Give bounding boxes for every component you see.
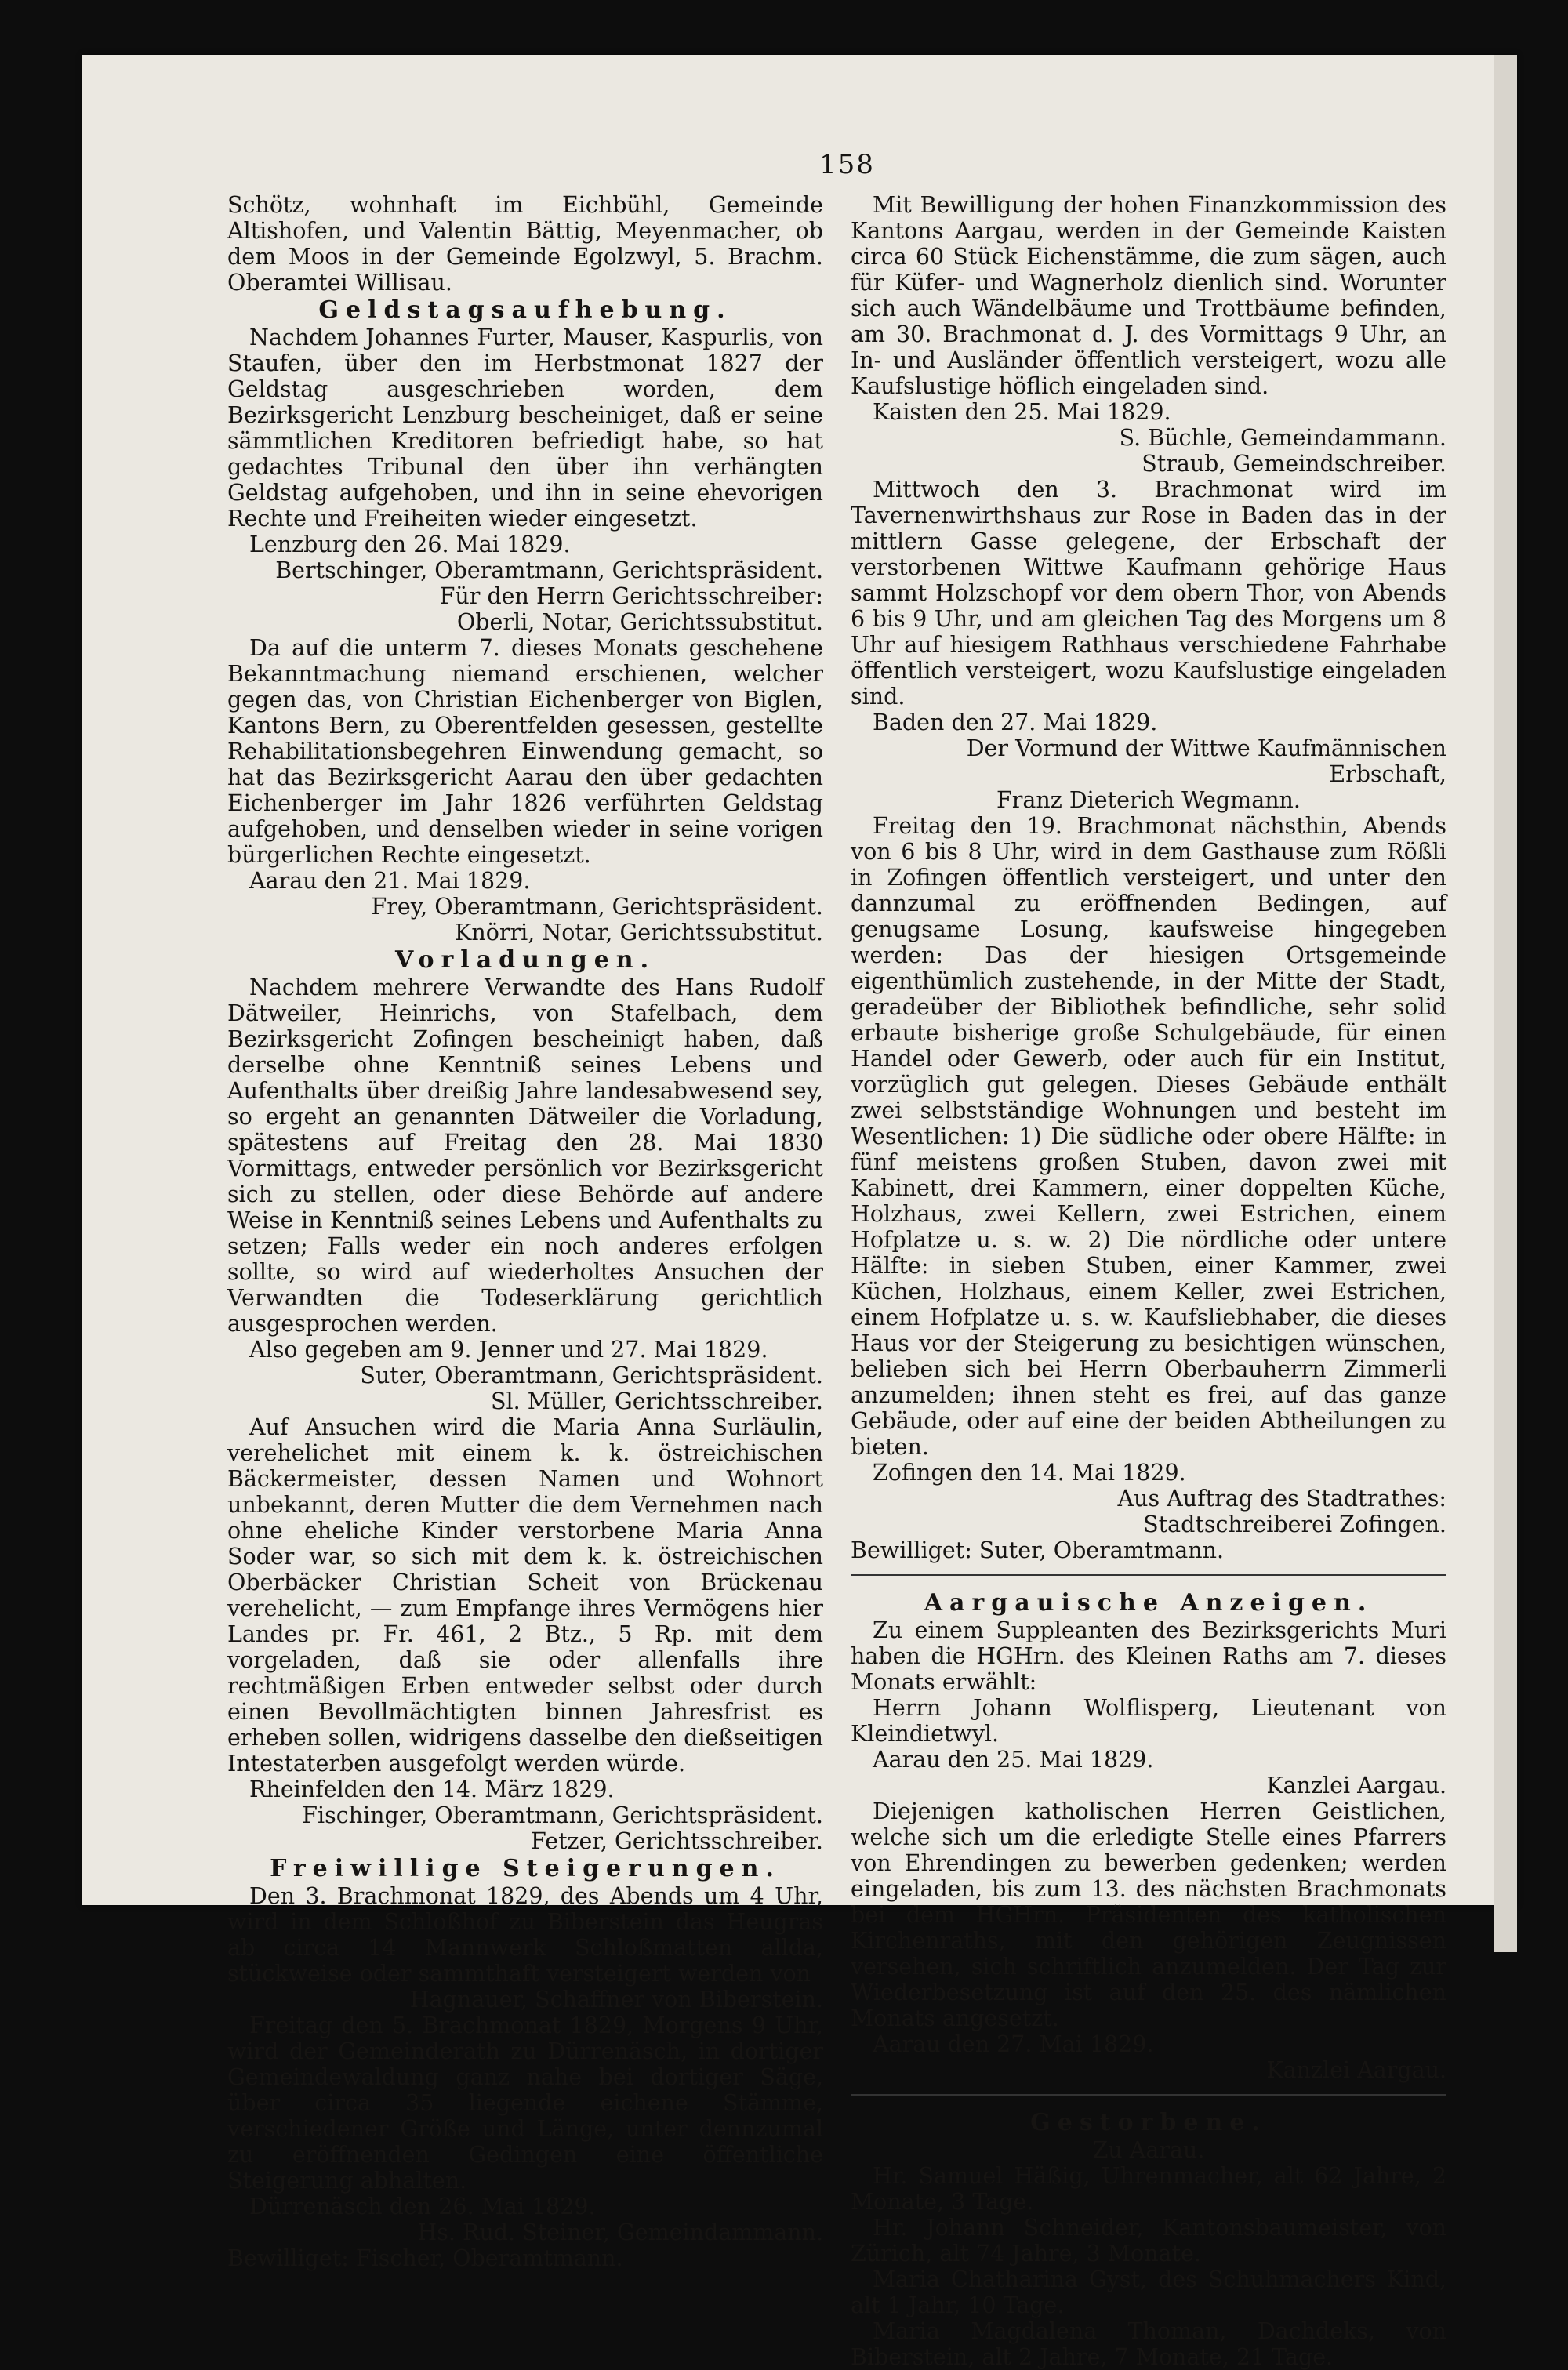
notice-date: Aarau den 25. Mai 1829.	[873, 1747, 1154, 1773]
section-divider	[851, 1574, 1446, 1576]
death-entry: Hr. Samuel Häßig, Uhrenmacher, alt 62 Jahre, 2 Monate, 3 Tage.	[851, 2163, 1446, 2215]
notice-biberstein: Den 3. Brachmonat 1829, des Abends um 4 Uhr, wird in dem Schloßhof zu Biberstein das Heugras ab circa 14 Mannwerk Schloßmatten allda, stückweise oder sammthaft versteigert werden von	[227, 1883, 823, 1987]
signature: Straub, Gemeindschreiber.	[1142, 451, 1446, 477]
notice-surlaeulin: Auf Ansuchen wird die Maria Anna Surläulin, verehelichet mit einem k. k. östreichischen Bäckermeister, dessen Namen und Wohnort unbekannt, deren Mutter die dem Vernehmen nach ohne eheliche Kinder verstorbene Maria Anna Soder war, so sich mit dem k. k. östreichischen Oberbäcker Christian Scheit von Brückenau verehelicht, — zum Empfange ihres Vermögens hier Landes pr. Fr. 461, 2 Btz., 5 Rp. mit dem vorgeladen, daß sie oder allenfalls ihre rechtmäßigen Erben entweder selbst oder durch einen Bevollmächtigten binnen Jahresfrist es erheben sollen, widrigens dasselbe den dießseitigen Intestaterben ausgefolgt werden würde.	[227, 1414, 823, 1777]
notice-baden: Mittwoch den 3. Brachmonat wird im Tavernenwirthshaus zur Rose in Baden das in der mittlern Gasse gelegene, der Erbschaft der verstorbenen Wittwe Kaufmann gehörige Haus sammt Holzschopf vor dem obern Thor, von Abends 6 bis 9 Uhr, und am gleichen Tag des Morgens um 8 Uhr auf hiesigem Rathhaus verschiedene Fahrhabe öffentlich versteigert, wozu Kaufslustige eingeladen sind.	[851, 477, 1446, 710]
heading-anzeigen: Aargauische Anzeigen.	[924, 1589, 1374, 1617]
death-entry: Maria Chatharina Gyst, des Schuhmachers Kind, alt 1 Jahr, 10 Tage.	[851, 2267, 1446, 2318]
notice-date: Aarau den 27. Mai 1829.	[873, 2031, 1154, 2057]
signature: Kanzlei Aargau.	[1266, 1773, 1446, 1798]
signature: Oberli, Notar, Gerichtssubstitut.	[456, 609, 823, 635]
notice-date: Aarau den 21. Mai 1829.	[249, 868, 531, 894]
signature: Suter, Oberamtmann, Gerichtspräsident.	[360, 1363, 823, 1388]
signature: Bewilliget: Suter, Oberamtmann.	[851, 1537, 1225, 1563]
notice-duerrenaesch: Freitag den 5. Brachmonat 1829, Morgens 9 Uhr, wird der Gemeinderath zu Dürrenäsch, in dortiger Gemeindewaldung ganz nahe bei dortiger Säge, über circa 35 liegende eichene Stämme, verschiedener Größe und Länge, unter dennzumal zu eröffnenden Gedingen eine öffentliche Steigerung abhalten.	[227, 2013, 823, 2194]
subheading-aarau: Zu Aarau.	[1092, 2137, 1205, 2163]
notice-date: Lenzburg den 26. Mai 1829.	[249, 532, 571, 557]
notice-date: Zofingen den 14. Mai 1829.	[873, 1460, 1186, 1486]
signature: Für den Herrn Gerichtsschreiber:	[439, 583, 823, 609]
page-edge	[1494, 55, 1517, 1952]
notice-date: Also gegeben am 9. Jenner und 27. Mai 1829.	[249, 1337, 768, 1363]
right-column	[851, 192, 1446, 2370]
heading-vorladungen: Vorladungen.	[394, 946, 656, 974]
signature: S. Büchle, Gemeindammann.	[1119, 425, 1446, 451]
notice-muri: Zu einem Suppleanten des Bezirksgerichts Muri haben die HGHrn. des Kleinen Raths am 7. dieses Monats erwählt:	[851, 1617, 1446, 1695]
signature: Franz Dieterich Wegmann.	[996, 787, 1301, 813]
notice-kaisten: Mit Bewilligung der hohen Finanzkommission des Kantons Aargau, werden in der Gemeinde Kaisten circa 60 Stück Eichenstämme, die zum sägen, auch für Küfer- und Wagnerholz dienlich sind. Worunter sich auch Wändelbäume und Trottbäume befinden, am 30. Brachmonat d. J. des Vormittags 9 Uhr, an In- und Ausländer öffentlich versteigert, wozu alle Kaufslustige höflich eingeladen sind.	[851, 192, 1446, 399]
signature: Hagnauer, Schaffner von Biberstein.	[409, 1987, 823, 2013]
page-number: 158	[819, 149, 875, 180]
signature: Aus Auftrag des Stadtrathes:	[1117, 1486, 1446, 1512]
heading-gestorbene: Gestorbene.	[1030, 2109, 1267, 2136]
signature: Knörri, Notar, Gerichtssubstitut.	[455, 920, 823, 945]
heading-steigerungen: Freiwillige Steigerungen.	[270, 1855, 781, 1882]
notice-date: Kaisten den 25. Mai 1829.	[873, 399, 1171, 425]
section-divider	[851, 2094, 1446, 2096]
signature: Bewilliget: Fischer, Oberamtmann.	[227, 2245, 623, 2271]
notice-zofingen: Freitag den 19. Brachmonat nächsthin, Abends von 6 bis 8 Uhr, wird in dem Gasthause zum Rößli in Zofingen öffentlich versteigert, und unter den dannzumal zu eröffnenden Bedingen, auf genugsame Losung, kaufsweise hingegeben werden: Das der hiesigen Ortsgemeinde eigenthümlich zustehende, in der Mitte der Stadt, geradeüber der Bibliothek befindliche, sehr solid erbaute bisherige große Schulgebäude, für einen Handel oder Gewerb, oder auch für ein Institut, vorzüglich gut gelegen. Dieses Gebäude enthält zwei selbstständige Wohnungen und besteht im Wesentlichen: 1) Die südliche oder obere Hälfte: in fünf meistens großen Stuben, davon zwei mit Kabinett, drei Kammern, einer doppelten Küche, Holzhaus, zwei Kellern, zwei Estrichen, einem Hofplatze u. s. w. 2) Die nördliche oder untere Hälfte: in sieben Stuben, einer Kammer, zwei Küchen, Holzhaus, einem Keller, zwei Estrichen, einem Hofplatze u. s. w. Kaufsliebhaber, die dieses Haus vor der Steigerung zu besichtigen wünschen, belieben sich bei Herrn Oberbauherrn Zimmerli anzumelden; ihnen steht es frei, auf das ganze Gebäude, oder auf eine der beiden Abtheilungen zu bieten.	[851, 813, 1446, 1460]
notice-date: Dürrenäsch den 26. Mai 1829.	[249, 2194, 596, 2219]
notice-furter: Nachdem Johannes Furter, Mauser, Kaspurlis, von Staufen, über den im Herbstmonat 1827 der Geldstag ausgeschrieben worden, dem Bezirksgericht Lenzburg bescheiniget, daß er seine sämmtlichen Kreditoren befriedigt habe, so hat gedachtes Tribunal den über ihn verhängten Geldstag aufgehoben, und ihn in seine ehevorigen Rechte und Freiheiten wieder eingesetzt.	[227, 325, 823, 532]
appointee-name: Herrn Johann Wolflisperg, Lieutenant von Kleindietwyl.	[851, 1695, 1446, 1747]
signature: Stadtschreiberei Zofingen.	[1143, 1512, 1446, 1537]
signature: Der Vormund der Wittwe Kaufmännischen Erbschaft,	[966, 735, 1446, 787]
notice-daetweiler: Nachdem mehrere Verwandte des Hans Rudolf Dätweiler, Heinrichs, von Stafelbach, dem Bezirksgericht Zofingen bescheinigt haben, daß derselbe ohne Kenntniß seines Lebens und Aufenthalts über dreißig Jahre landesabwesend sey, so ergeht an genannten Dätweiler die Vorladung, spätestens auf Freitag den 28. Mai 1830 Vormittags, entweder persönlich vor Bezirksgericht sich zu stellen, oder diese Behörde auf andere Weise in Kenntniß seines Lebens und Aufenthalts zu setzen; Falls weder ein noch anderes erfolgen sollte, so wird auf wiederholtes Ansuchen der Verwandten die Todeserklärung gerichtlich ausgesprochen werden.	[227, 974, 823, 1337]
notice-date: Baden den 27. Mai 1829.	[873, 710, 1158, 735]
death-entry: Maria Magdalena Thoman, Dachdeks, von Biberstein, alt 2 Jahre, 7 Monate, 21 Tage.	[851, 2318, 1446, 2370]
notice-date: Rheinfelden den 14. März 1829.	[249, 1777, 615, 1802]
signature: Frey, Oberamtmann, Gerichtspräsident.	[371, 894, 823, 920]
notice-ehrendingen: Diejenigen katholischen Herren Geistlichen, welche sich um die erledigte Stelle eines Pfarrers von Ehrendingen zu bewerben gedenken; werden eingeladen, bis zum 13. des nächsten Brachmonats bei dem HGHrn. Präsidenten des katholischen Kirchenraths, mit den gehörigen Zeugnissen versehen, sich schriftlich anzumelden. Der Tag zur Wiederbesetzung ist auf den 25. des nämlichen Monats angesetzt.	[851, 1798, 1446, 2031]
signature: Fischinger, Oberamtmann, Gerichtspräsident.	[302, 1802, 823, 1828]
signature: Sl. Müller, Gerichtsschreiber.	[491, 1388, 823, 1414]
signature: Fetzer, Gerichtsschreiber.	[530, 1828, 823, 1854]
signature: Kanzlei Aargau.	[1266, 2057, 1446, 2083]
left-column	[227, 192, 823, 2271]
signature: Hs. Rud. Steiner, Gemeindammann.	[417, 2219, 823, 2245]
death-entry: Hr. Johann Schneider, Kantonsbaumeister, von Zürich, alt 74 Jahre, 3 Monate.	[851, 2215, 1446, 2267]
notice-eichenberger: Da auf die unterm 7. dieses Monats geschehene Bekanntmachung niemand erschienen, welcher gegen das, von Christian Eichenberger von Biglen, Kantons Bern, zu Oberentfelden gesessen, gestellte Rehabilitationsbegehren Einwendung gemacht, so hat das Bezirksgericht Aarau den über gedachten Eichenberger im Jahr 1826 verführten Geldstag aufgehoben, und denselben wieder in seine vorigen bürgerlichen Rechte eingesetzt.	[227, 635, 823, 868]
signature: Bertschinger, Oberamtmann, Gerichtspräsident.	[275, 557, 823, 583]
heading-geldstag: Geldstagsaufhebung.	[318, 296, 732, 324]
intro-text: Schötz, wohnhaft im Eichbühl, Gemeinde Altishofen, und Valentin Bättig, Meyenmacher, ob dem Moos in der Gemeinde Egolzwyl, 5. Brachm. Oberamtei Willisau.	[227, 192, 823, 296]
